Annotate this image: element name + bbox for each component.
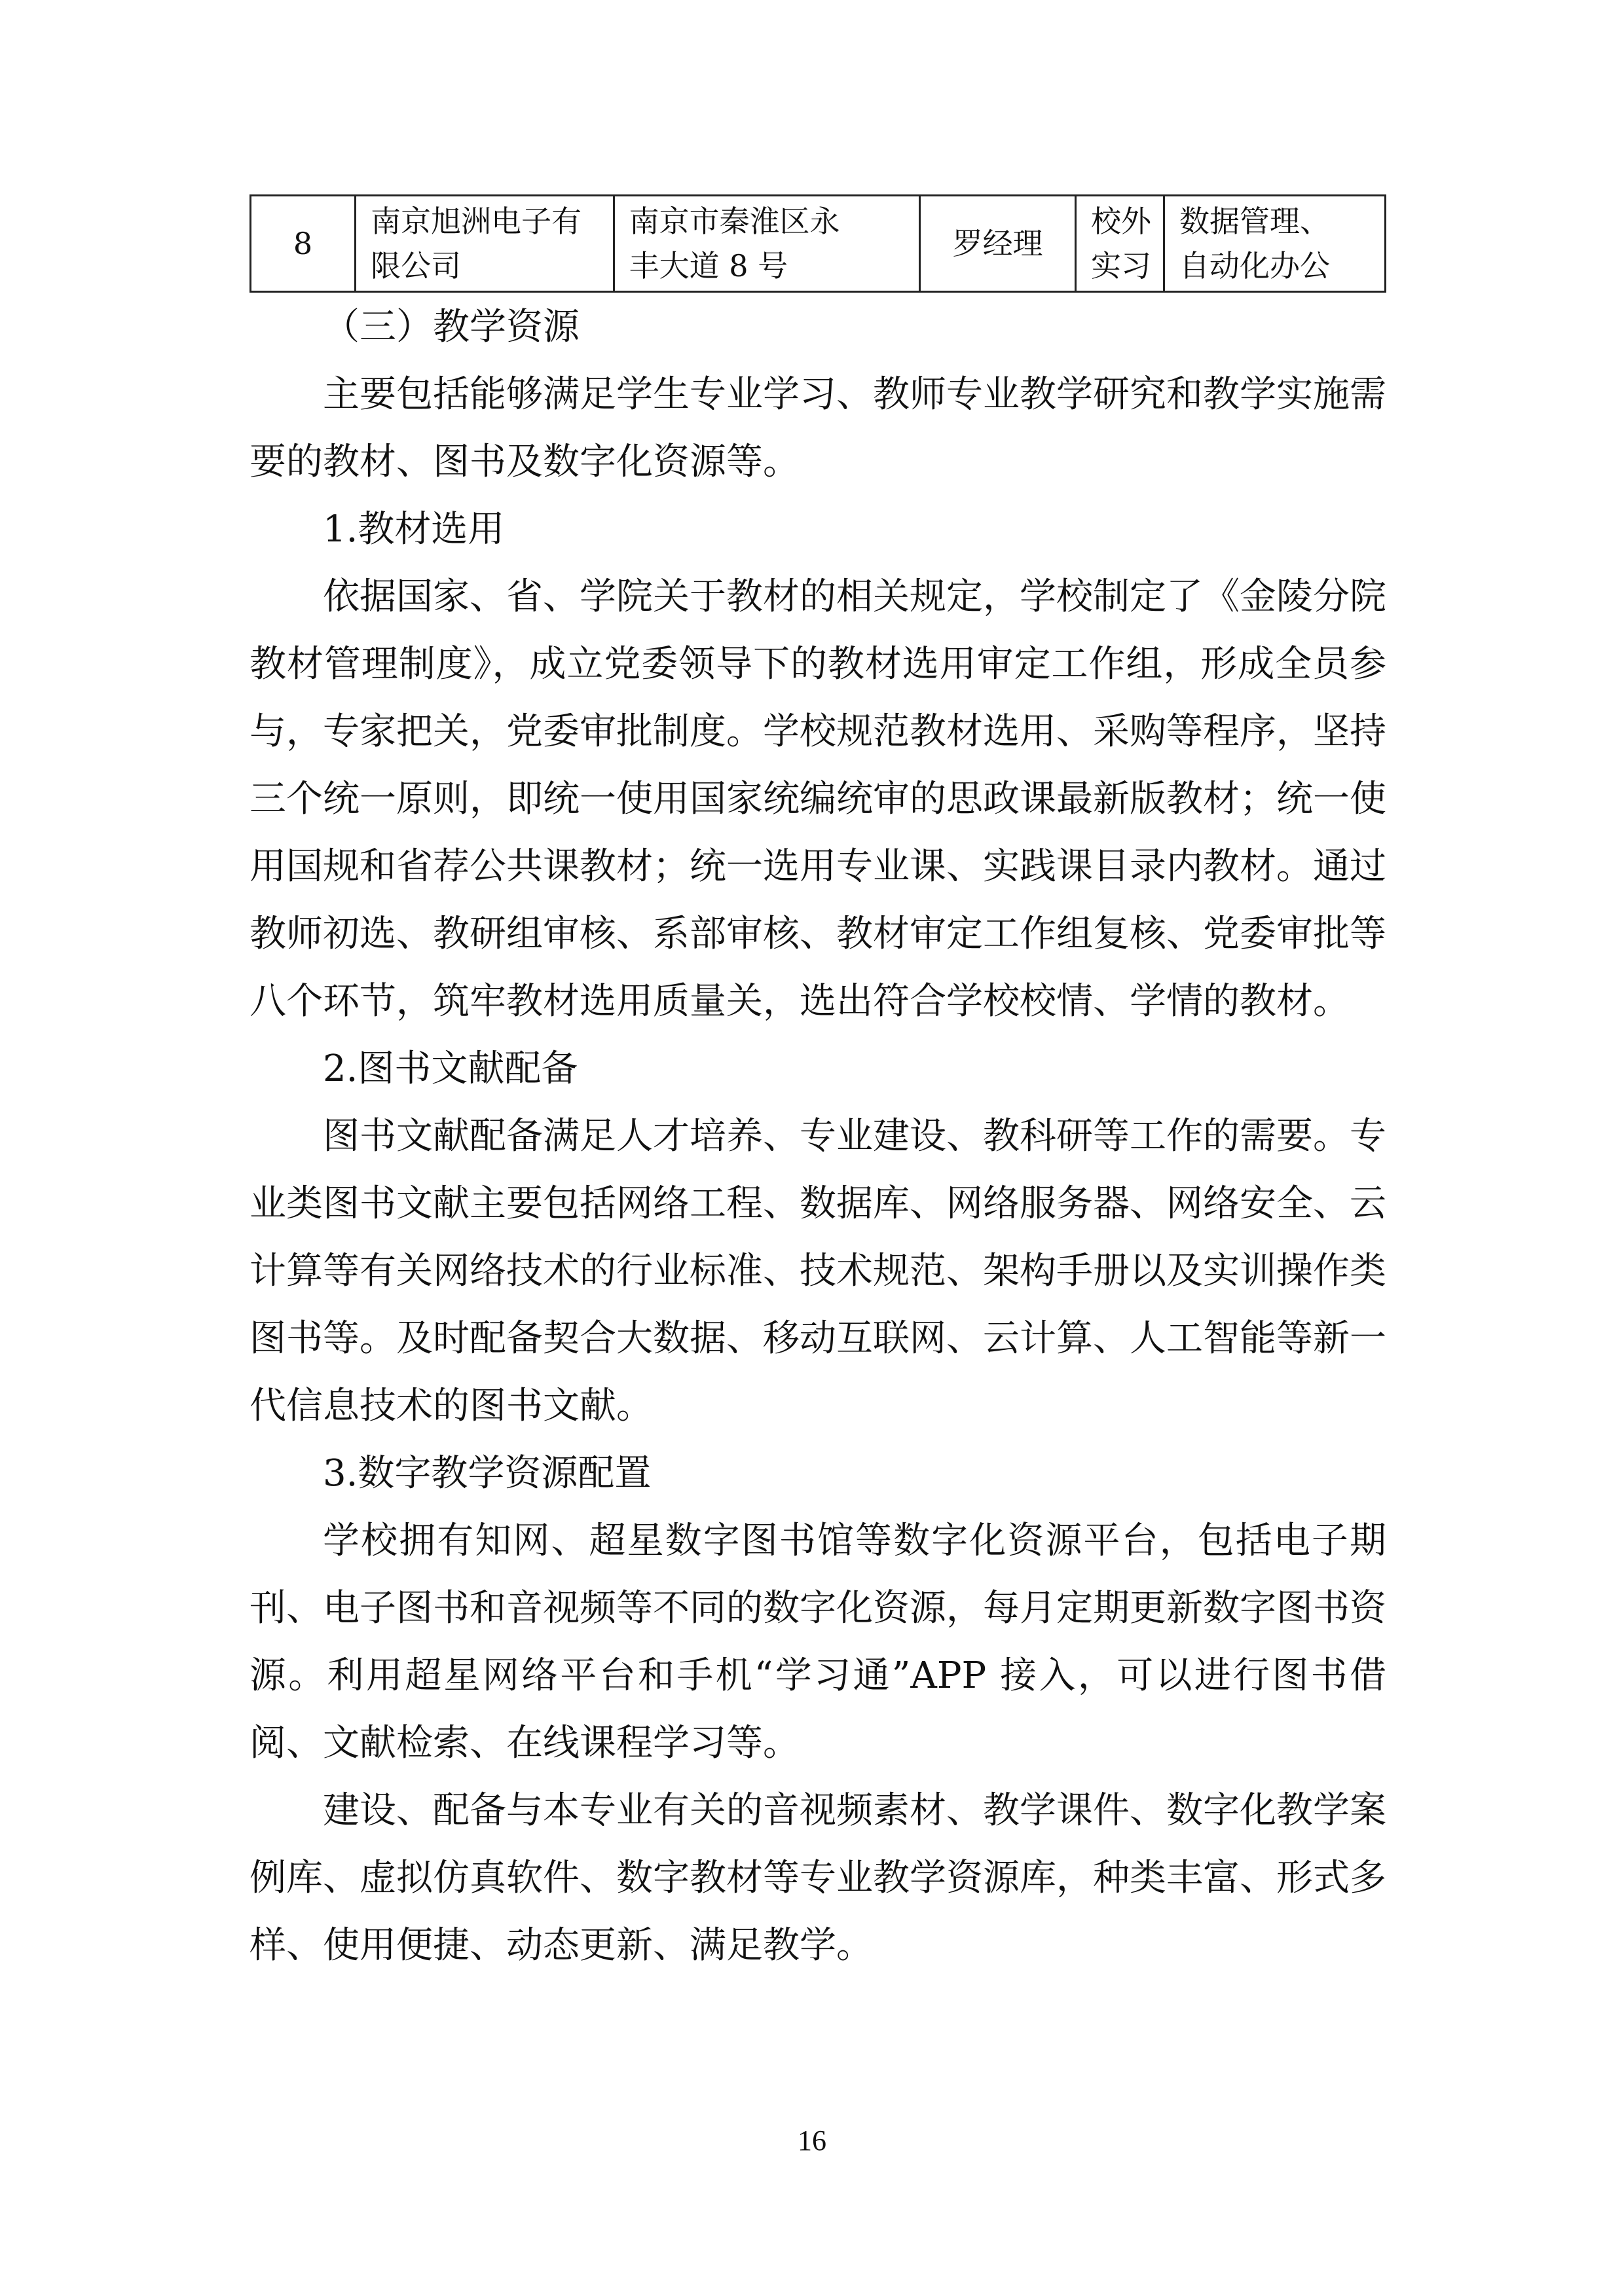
company-name-line: 南京旭洲电子有 bbox=[371, 204, 582, 239]
partner-company-table bbox=[249, 194, 1386, 293]
section-intro-paragraph: 主要包括能够满足学生专业学习、教师专业教学研究和教学实施需要的教材、图书及数字化资源等。 bbox=[249, 373, 1386, 483]
row-number: 8 bbox=[293, 226, 313, 261]
library-paragraph: 图书文献配备满足人才培养、专业建设、教科研等工作的需要。专业类图书文献主要包括网络工程、数据库、网络服务器、网络安全、云计算等有关网络技术的行业标准、技术规范、架构手册以及实训操作类图书等。及时配备契合大数据、移动互联网、云计算、人工智能等新一代信息技术的图书文献。 bbox=[249, 1115, 1386, 1427]
company-name-cell bbox=[356, 196, 614, 292]
cooperation-type-line: 实习 bbox=[1090, 248, 1151, 283]
company-address-line: 丰大道 8 号 bbox=[629, 248, 788, 283]
cooperation-type-line: 校外 bbox=[1090, 204, 1151, 239]
digital-resources-paragraph: 学校拥有知网、超星数字图书馆等数字化资源平台，包括电子期刊、电子图书和音视频等不同的数字化资源，每月定期更新数字图书资源。利用超星网络平台和手机“学习通”APP 接入，可以进行图书借阅、文献检索、在线课程学习等。 bbox=[249, 1520, 1386, 1764]
table-row bbox=[251, 196, 1386, 292]
subsection-title-library: 2.图书文献配备 bbox=[323, 1048, 578, 1090]
business-scope-cell bbox=[1164, 196, 1385, 292]
company-address-line: 南京市秦淮区永 bbox=[629, 204, 840, 239]
subsection-title-digital-resources: 3.数字教学资源配置 bbox=[323, 1452, 652, 1495]
company-address-cell bbox=[614, 196, 920, 292]
contact-name: 罗经理 bbox=[952, 226, 1043, 261]
subsection-title-textbooks: 1.教材选用 bbox=[323, 508, 505, 551]
cooperation-type-cell bbox=[1075, 196, 1164, 292]
company-name-line: 限公司 bbox=[371, 248, 462, 283]
section-heading: （三）教学资源 bbox=[323, 306, 580, 348]
business-scope-line: 数据管理、 bbox=[1179, 204, 1330, 239]
business-scope-line: 自动化办公 bbox=[1179, 248, 1330, 283]
page-number: 16 bbox=[798, 2124, 826, 2157]
section-body bbox=[249, 293, 1386, 1979]
contact-cell bbox=[920, 196, 1076, 292]
resource-library-paragraph: 建设、配备与本专业有关的音视频素材、教学课件、数字化教学案例库、虚拟仿真软件、数字教材等专业教学资源库，种类丰富、形式多样、使用便捷、动态更新、满足教学。 bbox=[249, 1789, 1386, 1967]
row-number-cell bbox=[251, 196, 356, 292]
textbooks-paragraph: 依据国家、省、学院关于教材的相关规定，学校制定了《金陵分院教材管理制度》，成立党委领导下的教材选用审定工作组，形成全员参与，专家把关，党委审批制度。学校规范教材选用、采购等程序，坚持三个统一原则，即统一使用国家统编统审的思政课最新版教材；统一使用国规和省荐公共课教材；统一选用专业课、实践课目录内教材。通过教师初选、教研组审核、系部审核、教材审定工作组复核、党委审批等八个环节，筑牢教材选用质量关，选出符合学校校情、学情的教材。 bbox=[249, 575, 1386, 1023]
